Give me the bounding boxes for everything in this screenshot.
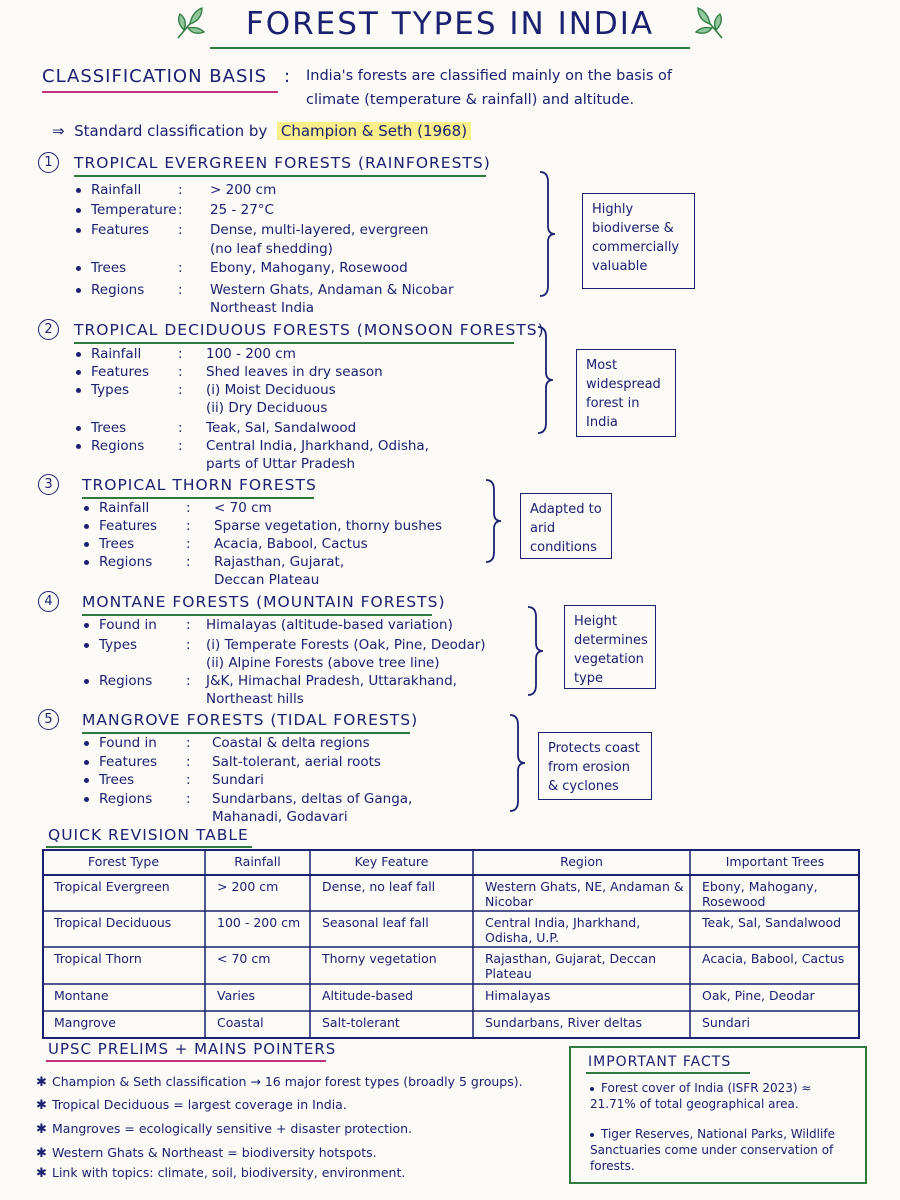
- bullet-label: Found in: [99, 735, 157, 751]
- bullet-dot: [84, 679, 89, 684]
- bullet-colon: :: [178, 222, 183, 238]
- section-bullet: [76, 382, 336, 398]
- section-bullet: [76, 260, 408, 276]
- bullet-dot: [590, 1087, 594, 1091]
- bullet-label: Trees: [99, 772, 135, 788]
- table-cell: Himalayas: [485, 988, 551, 1003]
- pointer-item: [36, 1097, 347, 1113]
- bullet-colon: :: [186, 791, 191, 807]
- section-bullet: [84, 673, 457, 689]
- revision-table-title: QUICK REVISION TABLE: [48, 826, 249, 844]
- bullet-dot: [76, 370, 81, 375]
- bullet-dot: [76, 188, 81, 193]
- bullet-dot: [76, 228, 81, 233]
- table-cell: Central India, Jharkhand, Odisha, U.P.: [485, 915, 641, 945]
- section-bullet: [76, 182, 277, 198]
- bullet-continuation: Northeast hills: [206, 691, 304, 707]
- bullet-value: Sundarbans, deltas of Ganga,: [212, 791, 413, 807]
- bullet-colon: :: [186, 754, 191, 770]
- bullet-dot: [84, 506, 89, 511]
- section-bullet: [84, 536, 368, 552]
- bullet-dot: [76, 388, 81, 393]
- section-bullet: [84, 791, 413, 807]
- table-cell: Seasonal leaf fall: [322, 915, 429, 930]
- bullet-label: Types: [91, 382, 130, 398]
- bullet-continuation: (ii) Dry Deciduous: [206, 400, 328, 416]
- bullet-continuation: parts of Uttar Pradesh: [206, 456, 356, 472]
- bullet-value: (i) Temperate Forests (Oak, Pine, Deodar): [206, 637, 486, 653]
- bullet-value: Himalayas (altitude-based variation): [206, 617, 453, 633]
- bullet-dot: [84, 643, 89, 648]
- bullet-label: Rainfall: [99, 500, 150, 516]
- bullet-value: Sundari: [212, 772, 264, 788]
- section-note-box: Highly biodiverse & commercially valuable: [582, 193, 695, 289]
- bullet-label: Regions: [91, 282, 145, 298]
- table-header-cell: Region: [560, 854, 603, 869]
- table-cell: Oak, Pine, Deodar: [702, 988, 815, 1003]
- curly-brace-icon: [484, 478, 504, 564]
- section-number-badge: 2: [38, 319, 59, 340]
- table-cell: Coastal: [217, 1015, 264, 1030]
- bullet-value: Rajasthan, Gujarat,: [214, 554, 345, 570]
- bullet-colon: :: [186, 518, 191, 534]
- upsc-pointers-underline: [46, 1060, 326, 1062]
- bullet-colon: :: [186, 536, 191, 552]
- section-bullet: [84, 772, 264, 788]
- bullet-colon: :: [186, 617, 191, 633]
- fact-item: [590, 1080, 852, 1112]
- bullet-colon: :: [178, 420, 183, 436]
- bullet-value: 100 - 200 cm: [206, 346, 296, 362]
- pointer-text: Western Ghats & Northeast = biodiversity hotspots.: [52, 1145, 377, 1160]
- bullet-dot: [76, 426, 81, 431]
- bullet-colon: :: [178, 182, 183, 198]
- bullet-dot: [76, 208, 81, 213]
- important-facts-title: IMPORTANT FACTS: [588, 1054, 732, 1070]
- section-note-box: Adapted to arid conditions: [520, 493, 612, 559]
- bullet-value: Western Ghats, Andaman & Nicobar: [210, 282, 454, 298]
- table-cell: Acacia, Babool, Cactus: [702, 951, 845, 966]
- bullet-value: > 200 cm: [210, 182, 277, 198]
- bullet-label: Trees: [99, 536, 135, 552]
- bullet-dot: [84, 741, 89, 746]
- bullet-label: Regions: [99, 554, 153, 570]
- section-number-badge: 1: [38, 152, 59, 173]
- bullet-colon: :: [186, 673, 191, 689]
- table-cell: Mangrove: [54, 1015, 116, 1030]
- asterisk-icon: ✱: [36, 1098, 47, 1113]
- section-number-badge: 3: [38, 474, 59, 495]
- section-title: TROPICAL THORN FORESTS: [82, 476, 317, 494]
- revision-table: [42, 849, 860, 1039]
- bullet-dot: [76, 444, 81, 449]
- bullet-colon: :: [186, 500, 191, 516]
- table-cell: Ebony, Mahogany, Rosewood: [702, 879, 818, 909]
- implies-arrow: ⇒: [52, 122, 65, 140]
- revision-table-underline: [46, 846, 252, 848]
- section-number-badge: 5: [38, 709, 59, 730]
- section-title-underline: [82, 732, 410, 734]
- pointer-text: Link with topics: climate, soil, biodiversity, environment.: [52, 1165, 406, 1180]
- standard-text: Standard classification by: [74, 122, 268, 140]
- section-note-box: Protects coast from erosion & cyclones: [538, 732, 652, 800]
- bullet-label: Features: [99, 754, 158, 770]
- table-cell: Sundarbans, River deltas: [485, 1015, 643, 1030]
- bullet-dot: [84, 760, 89, 765]
- bullet-value: Sparse vegetation, thorny bushes: [214, 518, 443, 534]
- title-underline: [210, 47, 690, 49]
- fact-item: [590, 1126, 852, 1174]
- pointer-item: [36, 1121, 412, 1137]
- upsc-pointers-title: UPSC PRELIMS + MAINS POINTERS: [48, 1040, 337, 1058]
- bullet-label: Found in: [99, 617, 157, 633]
- bullet-label: Features: [91, 364, 150, 380]
- section-title: MANGROVE FORESTS (TIDAL FORESTS): [82, 711, 419, 729]
- table-cell: Tropical Thorn: [54, 951, 142, 966]
- basis-text-line-1: India's forests are classified mainly on the basis of: [306, 68, 672, 84]
- champion-seth-highlight: Champion & Seth (1968): [277, 122, 471, 140]
- section-bullet: [76, 346, 296, 362]
- bullet-label: Types: [99, 637, 138, 653]
- curly-brace-icon: [508, 713, 528, 813]
- important-facts-underline: [586, 1072, 750, 1074]
- bullet-dot: [84, 797, 89, 802]
- fact-text: Tiger Reserves, National Parks, Wildlife Sanctuaries come under conservation of forests.: [590, 1127, 835, 1173]
- bullet-colon: :: [178, 202, 183, 218]
- section-title: TROPICAL DECIDUOUS FORESTS (MONSOON FORESTS): [74, 321, 545, 339]
- table-header-cell: Important Trees: [725, 854, 825, 869]
- section-bullet: [84, 518, 443, 534]
- bullet-label: Temperature: [91, 202, 177, 218]
- bullet-continuation: Mahanadi, Godavari: [212, 809, 348, 825]
- table-cell: Dense, no leaf fall: [322, 879, 436, 894]
- bullet-dot: [590, 1133, 594, 1137]
- bullet-dot: [76, 288, 81, 293]
- section-number-badge: 4: [38, 591, 59, 612]
- section-bullet: [76, 364, 383, 380]
- bullet-colon: :: [178, 438, 183, 454]
- bullet-colon: :: [178, 282, 183, 298]
- bullet-colon: :: [186, 772, 191, 788]
- bullet-dot: [76, 352, 81, 357]
- bullet-dot: [84, 524, 89, 529]
- table-cell: Thorny vegetation: [322, 951, 437, 966]
- table-cell: Sundari: [702, 1015, 750, 1030]
- bullet-colon: :: [186, 637, 191, 653]
- bullet-value: < 70 cm: [214, 500, 272, 516]
- section-bullet: [76, 222, 429, 238]
- bullet-continuation: Northeast India: [210, 300, 315, 316]
- bullet-continuation: (ii) Alpine Forests (above tree line): [206, 655, 440, 671]
- bullet-value: Dense, multi-layered, evergreen: [210, 222, 429, 238]
- bullet-dot: [76, 266, 81, 271]
- section-title-underline: [82, 614, 432, 616]
- section-bullet: [76, 202, 274, 218]
- bullet-value: Ebony, Mahogany, Rosewood: [210, 260, 408, 276]
- basis-text-line-2: climate (temperature & rainfall) and altitude.: [306, 92, 635, 108]
- bullet-value: (i) Moist Deciduous: [206, 382, 336, 398]
- pointer-item: [36, 1165, 405, 1181]
- bullet-label: Features: [91, 222, 150, 238]
- section-title-underline: [74, 175, 486, 177]
- bullet-continuation: (no leaf shedding): [210, 241, 333, 257]
- asterisk-icon: ✱: [36, 1146, 47, 1161]
- bullet-dot: [84, 778, 89, 783]
- pointer-text: Tropical Deciduous = largest coverage in India.: [52, 1097, 347, 1112]
- bullet-colon: :: [178, 346, 183, 362]
- bullet-label: Regions: [91, 438, 145, 454]
- pointer-text: Mangroves = ecologically sensitive + disaster protection.: [52, 1121, 413, 1136]
- section-bullet: [84, 500, 272, 516]
- bullet-colon: :: [178, 364, 183, 380]
- bullet-value: Shed leaves in dry season: [206, 364, 383, 380]
- bullet-label: Features: [99, 518, 158, 534]
- bullet-colon: :: [178, 382, 183, 398]
- table-cell: > 200 cm: [217, 879, 279, 894]
- bullet-label: Trees: [91, 260, 127, 276]
- table-cell: Tropical Evergreen: [54, 879, 170, 894]
- pointer-item: [36, 1145, 377, 1161]
- bullet-dot: [84, 560, 89, 565]
- bullet-value: J&K, Himachal Pradesh, Uttarakhand,: [206, 673, 457, 689]
- table-cell: Varies: [217, 988, 256, 1003]
- section-note-box: Height determines vegetation type: [564, 605, 656, 689]
- asterisk-icon: ✱: [36, 1075, 47, 1090]
- bullet-colon: :: [178, 260, 183, 276]
- bullet-value: 25 - 27°C: [210, 202, 274, 218]
- section-bullet: [84, 554, 345, 570]
- section-title-underline: [74, 342, 514, 344]
- bullet-colon: :: [186, 554, 191, 570]
- section-bullet: [76, 438, 429, 454]
- table-cell: 100 - 200 cm: [217, 915, 301, 930]
- curly-brace-icon: [538, 170, 558, 298]
- basis-label: CLASSIFICATION BASIS: [42, 66, 268, 87]
- bullet-value: Central India, Jharkhand, Odisha,: [206, 438, 429, 454]
- asterisk-icon: ✱: [36, 1166, 47, 1181]
- curly-brace-icon: [526, 605, 546, 697]
- section-bullet: [76, 282, 454, 298]
- bullet-label: Rainfall: [91, 182, 142, 198]
- table-cell: < 70 cm: [217, 951, 271, 966]
- bullet-dot: [84, 542, 89, 547]
- section-bullet: [84, 617, 453, 633]
- bullet-value: Teak, Sal, Sandalwood: [206, 420, 357, 436]
- basis-colon: :: [284, 66, 291, 87]
- fact-text: Forest cover of India (ISFR 2023) ≈ 21.71% of total geographical area.: [590, 1081, 812, 1111]
- table-header-cell: Key Feature: [354, 854, 429, 869]
- bullet-colon: :: [186, 735, 191, 751]
- pointer-item: [36, 1074, 523, 1090]
- bullet-label: Regions: [99, 673, 153, 689]
- bullet-dot: [84, 623, 89, 628]
- table-header-cell: Forest Type: [87, 854, 160, 869]
- table-cell: Western Ghats, NE, Andaman & Nicobar: [485, 879, 684, 909]
- table-cell: Salt-tolerant: [322, 1015, 400, 1030]
- table-cell: Teak, Sal, Sandalwood: [702, 915, 842, 930]
- asterisk-icon: ✱: [36, 1122, 47, 1137]
- section-bullet: [84, 754, 381, 770]
- table-cell: Rajasthan, Gujarat, Deccan Plateau: [485, 951, 657, 981]
- bullet-label: Regions: [99, 791, 153, 807]
- section-title: MONTANE FORESTS (MOUNTAIN FORESTS): [82, 593, 446, 611]
- table-cell: Altitude-based: [322, 988, 414, 1003]
- table-cell: Tropical Deciduous: [54, 915, 172, 930]
- curly-brace-icon: [536, 325, 556, 435]
- page-title: FOREST TYPES IN INDIA: [245, 6, 655, 42]
- section-bullet: [84, 637, 486, 653]
- bullet-value: Acacia, Babool, Cactus: [214, 536, 368, 552]
- standard-classification: [52, 122, 471, 140]
- table-grid: [42, 849, 860, 1039]
- pointer-text: Champion & Seth classification → 16 major forest types (broadly 5 groups).: [52, 1074, 523, 1089]
- table-cell: Montane: [54, 988, 109, 1003]
- bullet-value: Salt-tolerant, aerial roots: [212, 754, 381, 770]
- bullet-label: Trees: [91, 420, 127, 436]
- section-bullet: [76, 420, 357, 436]
- section-note-box: Most widespread forest in India: [576, 349, 676, 437]
- section-bullet: [84, 735, 370, 751]
- bullet-label: Rainfall: [91, 346, 142, 362]
- section-title: TROPICAL EVERGREEN FORESTS (RAINFORESTS): [74, 154, 491, 172]
- bullet-continuation: Deccan Plateau: [214, 572, 320, 588]
- section-title-underline: [82, 497, 314, 499]
- basis-underline: [42, 91, 278, 93]
- table-header-cell: Rainfall: [234, 854, 281, 869]
- bullet-value: Coastal & delta regions: [212, 735, 370, 751]
